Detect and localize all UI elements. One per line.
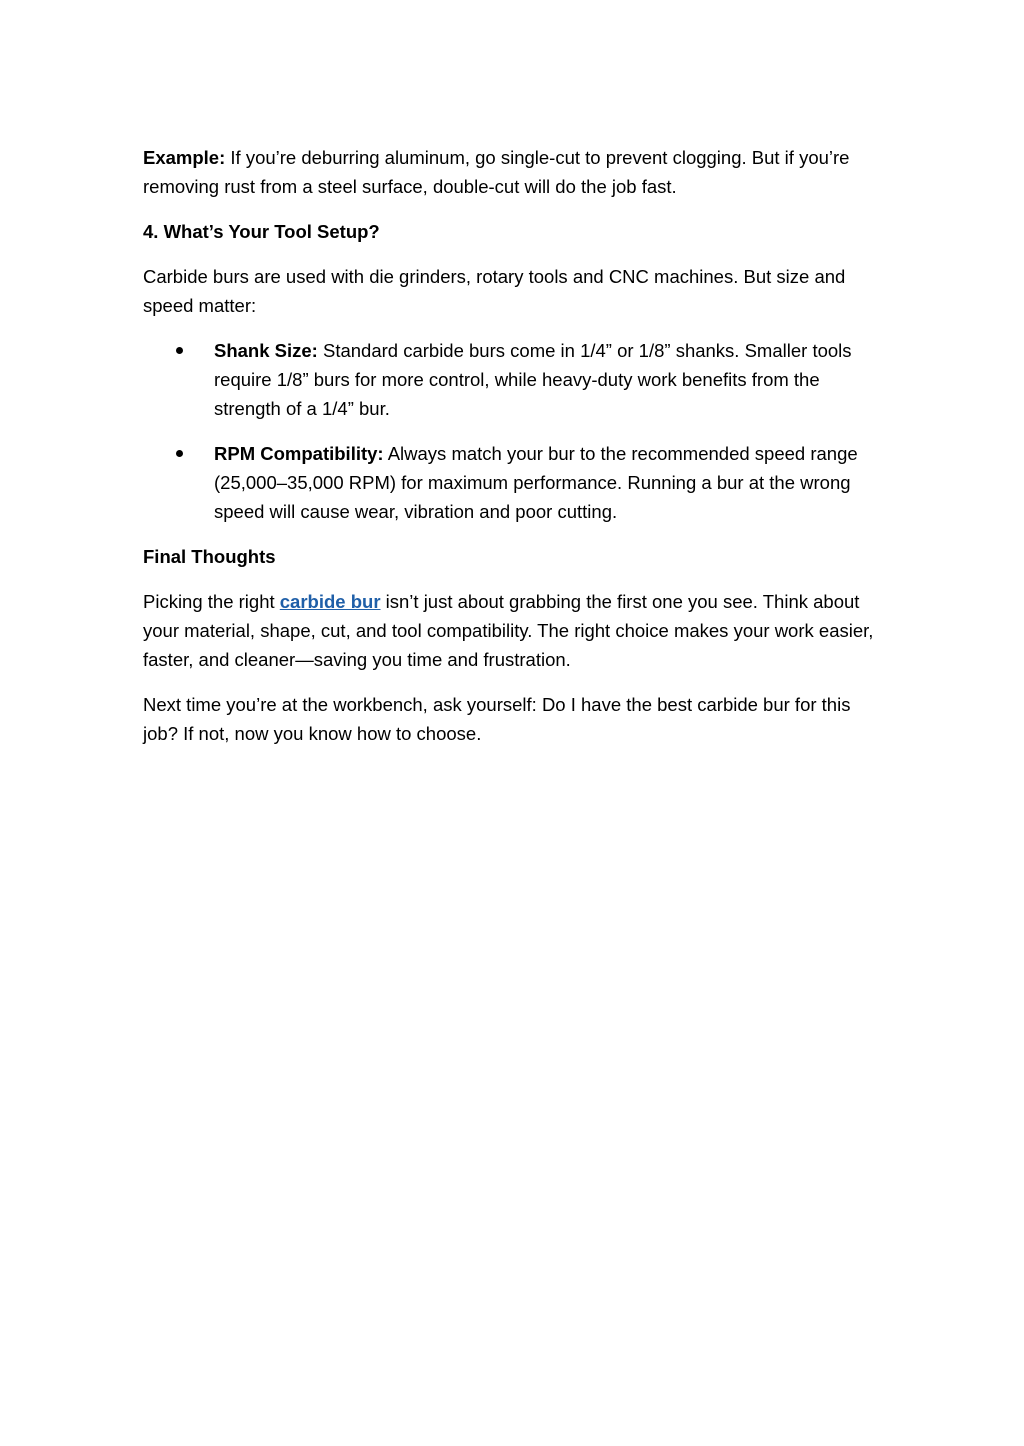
bullet-label: RPM Compatibility:: [214, 443, 384, 464]
list-item-shank-size: [143, 336, 883, 423]
example-text: If you’re deburring aluminum, go single-cut to prevent clogging. But if you’re removing rust from a steel surface, double-cut will do the job fast.: [143, 147, 850, 197]
list-item-rpm-compatibility: [143, 439, 883, 526]
section-intro: Carbide burs are used with die grinders, rotary tools and CNC machines. But size and speed matter:: [143, 266, 846, 316]
final-text-before-link: Picking the right: [143, 591, 280, 612]
closing-paragraph: Next time you’re at the workbench, ask yourself: Do I have the best carbide bur for this job? If not, now you know how to choose.: [143, 694, 851, 744]
example-paragraph: [143, 143, 883, 201]
section-heading-final-thoughts: Final Thoughts: [143, 546, 276, 567]
bullet-list: [143, 336, 883, 526]
bullet-label: Shank Size:: [214, 340, 318, 361]
final-paragraph: [143, 587, 883, 674]
section-heading-tool-setup: 4. What’s Your Tool Setup?: [143, 221, 380, 242]
bullet-dot-icon: [176, 450, 183, 457]
bullet-dot-icon: [176, 347, 183, 354]
final-text-after-link: isn’t just about grabbing the first one you see. Think about your material, shape, cut, and tool compatibility. The right choice makes your work easier, faster, and cleaner—saving you time and frustration.: [143, 591, 874, 670]
bullet-text: Standard carbide burs come in 1/4” or 1/8” shanks. Smaller tools require 1/8” burs for more control, while heavy-duty work benefits from the strength of a 1/4” bur.: [214, 340, 852, 419]
example-label: Example:: [143, 147, 226, 168]
document-page: [143, 143, 883, 764]
bullet-text: Always match your bur to the recommended speed range (25,000–35,000 RPM) for maximum performance. Running a bur at the wrong speed will cause wear, vibration and poor cutting.: [214, 443, 858, 522]
carbide-bur-link[interactable]: carbide bur: [279, 591, 381, 612]
